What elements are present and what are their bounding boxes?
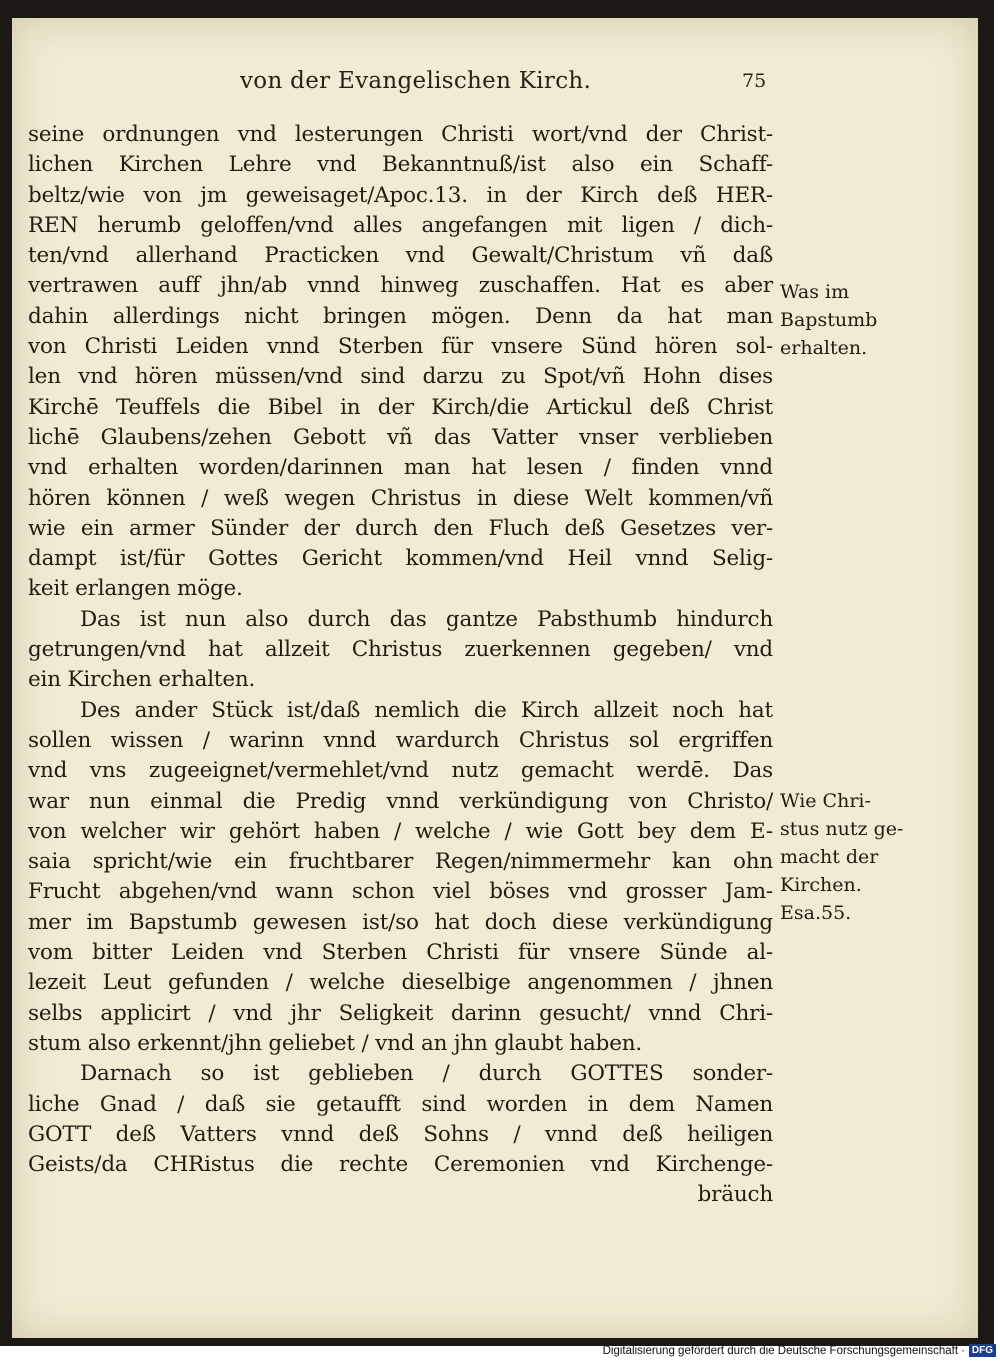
margin-note-line: Esa.55. xyxy=(780,902,852,924)
text-line: seine ordnungen vnd lesterungen Christi wort/vnd der Christ- xyxy=(28,122,773,147)
text-line: hören können / weß wegen Christus in diese Welt kommen/vñ xyxy=(28,485,773,511)
text-line: ein Kirchen erhalten. xyxy=(28,667,256,693)
text-line: selbs applicirt / vnd jhr Seligkeit darinn gesucht/ vnnd Chri- xyxy=(28,1000,773,1026)
margin-note-line: Bapstumb xyxy=(780,309,878,331)
text-line: Des ander Stück ist/daß nemlich die Kirch allzeit noch hat xyxy=(80,697,773,723)
margin-note-line: Wie Chri- xyxy=(780,790,871,812)
text-line: von Christi Leiden vnnd Sterben für vnsere Sünd hören sol- xyxy=(28,334,773,360)
footer-credit xyxy=(603,1344,996,1357)
text-line: ten/vnd allerhand Practicken vnd Gewalt/Christum vñ daß xyxy=(28,243,773,269)
body-text xyxy=(28,120,773,1211)
text-line: len vnd hören müssen/vnd sind darzu zu Spot/vñ Hohn dises xyxy=(28,364,773,390)
text-line: GOTT deß Vatters vnnd deß Sohns / vnnd deß heiligen xyxy=(28,1121,773,1147)
text-line: vnd erhalten worden/darinnen man hat lesen / finden vnnd xyxy=(28,455,773,481)
text-line: vnd vns zugeeignet/vermehlet/vnd nutz gemacht werdē. Das xyxy=(28,758,773,784)
footer-separator: · xyxy=(961,1344,965,1357)
margin-note-line: Kirchen. xyxy=(780,874,862,896)
dfg-logo: DFG xyxy=(969,1344,996,1357)
text-line: Darnach so ist geblieben / durch GOTTES sonder- xyxy=(80,1061,773,1087)
text-line: Kirchē Teuffels die Bibel in der Kirch/die Artickul deß Christ xyxy=(28,394,773,420)
text-line: Das ist nun also durch das gantze Pabsthumb hindurch xyxy=(80,606,773,632)
text-line: getrungen/vnd hat allzeit Christus zuerkennen gegeben/ vnd xyxy=(28,637,773,663)
text-line: saia spricht/wie ein fruchtbarer Regen/nimmermehr kan ohn xyxy=(28,849,773,875)
text-line: bräuch xyxy=(697,1182,773,1208)
text-line: Frucht abgehen/vnd wann schon viel böses vnd grosser Jam- xyxy=(28,879,773,905)
text-line: mer im Bapstumb gewesen ist/so hat doch diese verkündigung xyxy=(28,909,773,935)
text-line: REN herumb geloffen/vnd alles angefangen mit ligen / dich- xyxy=(28,212,773,238)
text-line: keit erlangen möge. xyxy=(28,576,243,602)
text-line: war nun einmal die Predig vnnd verkündigung von Christo/ xyxy=(28,788,773,814)
text-line: dampt ist/für Gottes Gericht kommen/vnd Heil vnnd Selig- xyxy=(28,546,773,572)
text-line: vom bitter Leiden vnd Sterben Christi für vnsere Sünde al- xyxy=(28,940,773,966)
text-line: liche Gnad / daß sie getaufft sind worden in dem Namen xyxy=(28,1091,773,1117)
text-line: dahin allerdings nicht bringen mögen. Denn da hat man xyxy=(28,303,773,329)
text-line: lichē Glaubens/zehen Gebott vñ das Vatter vnser verblieben xyxy=(28,424,773,450)
text-line: vertrawen auff jhn/ab vnnd hinweg zuschaffen. Hat es aber xyxy=(28,273,773,299)
text-line: lezeit Leut gefunden / welche dieselbige angenommen / jhnen xyxy=(28,970,773,996)
text-line: von welcher wir gehört haben / welche / wie Gott bey dem E- xyxy=(28,818,773,844)
page-number: 75 xyxy=(742,70,767,92)
margin-note-line: stus nutz ge- xyxy=(780,818,904,840)
text-line: stum also erkennt/jhn geliebet / vnd an jhn glaubt haben. xyxy=(28,1030,643,1056)
margin-note-line: erhalten. xyxy=(780,337,868,359)
text-line: beltz/wie von jm geweisaget/Apoc.13. in der Kirch deß HER- xyxy=(28,182,773,208)
text-line: Geists/da CHRistus die rechte Ceremonien vnd Kirchenge- xyxy=(28,1152,773,1178)
margin-note-line: Was im xyxy=(780,281,850,303)
text-line: lichen Kirchen Lehre vnd Bekanntnuß/ist also ein Schaff- xyxy=(28,152,773,178)
margin-note xyxy=(780,787,940,927)
margin-note-line: macht der xyxy=(780,846,879,868)
text-line: wie ein armer Sünder der durch den Fluch deß Gesetzes ver- xyxy=(28,515,773,541)
margin-note xyxy=(780,278,940,362)
footer-credit-text: Digitalisierung gefördert durch die Deutsche Forschungsgemeinschaft xyxy=(602,1344,959,1357)
text-line: sollen wissen / warinn vnnd wardurch Christus sol ergriffen xyxy=(28,727,773,753)
running-head: von der Evangelischen Kirch. xyxy=(240,68,592,94)
